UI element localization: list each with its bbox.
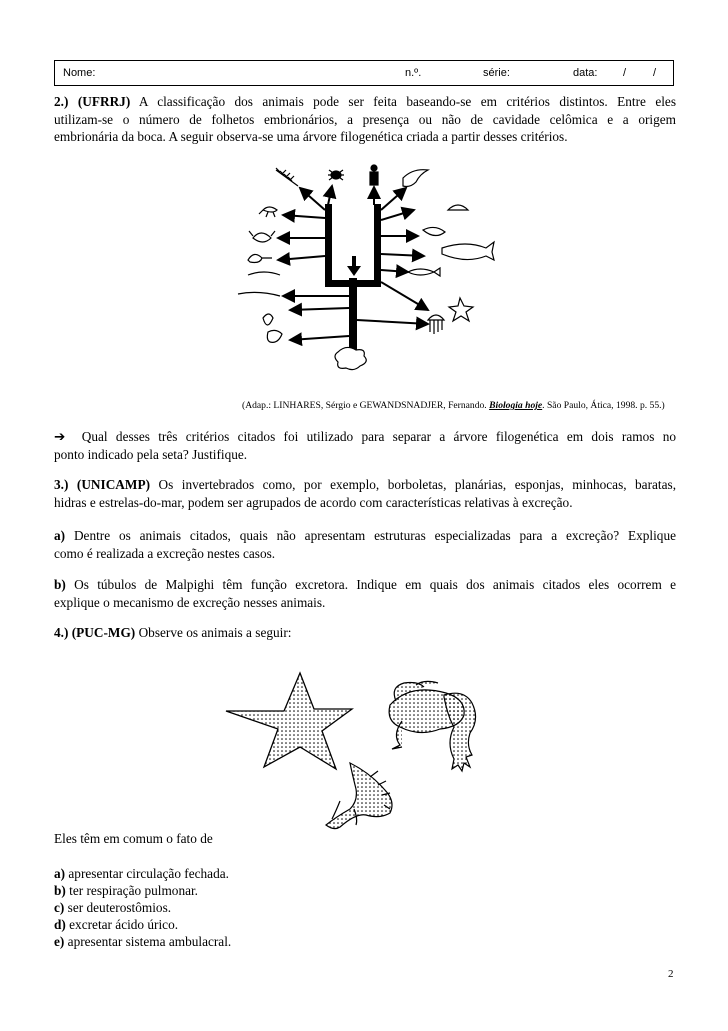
question-number: 3.): [54, 477, 69, 492]
option-label: a): [54, 866, 66, 881]
caption-text: . São Paulo, Ática, 1998. p. 55.): [542, 400, 665, 411]
option-text: apresentar circulação fechada.: [68, 866, 229, 881]
option-label: c): [54, 900, 65, 915]
question-number: 2.): [54, 94, 69, 109]
question-source: (UFRRJ): [77, 94, 131, 109]
phylogenetic-tree-figure: [228, 160, 498, 380]
text-line: embrionária da boca. A seguir observa-se uma árvore filogenética criada a partir desses critérios.: [54, 129, 568, 144]
text-line: utilizam-se o número de folhetos embrionários, a presença ou não de cavidade celômica e a origem: [54, 111, 676, 127]
date-slash: /: [623, 67, 627, 79]
text-line: A classificação dos animais pode ser feita baseando-se em critérios distintos. Entre eles: [138, 94, 676, 109]
question-number: 4.): [54, 625, 69, 640]
caption-book-title: Biologia hoje: [489, 400, 543, 411]
text-line: ponto indicado pela seta? Justifique.: [54, 446, 248, 462]
option-b: [54, 882, 198, 899]
caption-text: (Adap.: LINHARES, Sérgio e GEWANDSNADJER, Fernando.: [242, 400, 487, 411]
number-label: n.º.: [405, 67, 422, 79]
option-text: excretar ácido úrico.: [69, 917, 179, 932]
date-label: data:: [573, 67, 598, 79]
option-a: [54, 865, 229, 882]
grade-label: série:: [483, 67, 510, 79]
question-2-prompt: [54, 428, 676, 463]
question-3a: [54, 527, 676, 562]
option-label: d): [54, 917, 66, 932]
page-number: 2: [668, 968, 674, 980]
crocodile-illustration: [326, 763, 392, 829]
option-c: [54, 899, 171, 916]
figure-caption: [242, 400, 665, 411]
student-info-header: [54, 60, 674, 86]
item-label: a): [54, 528, 66, 543]
animals-figure: [220, 665, 520, 835]
option-text: ter respiração pulmonar.: [69, 883, 199, 898]
question-source: (PUC-MG): [71, 625, 136, 640]
question-3-statement: [54, 476, 676, 511]
option-e: [54, 933, 231, 950]
question-source: (UNICAMP): [76, 477, 151, 492]
text-line: Dentre os animais citados, quais não apresentam estruturas especializadas para a excreção? Explique: [73, 528, 676, 543]
option-label: b): [54, 883, 66, 898]
name-label: Nome:: [63, 67, 96, 79]
question-2-statement: [54, 93, 676, 146]
date-slash: /: [653, 67, 657, 79]
animal-icons: [238, 165, 494, 370]
arrow-icon: ➔: [54, 429, 66, 444]
starfish-illustration: [226, 673, 352, 769]
option-label: e): [54, 934, 65, 949]
question-3b: [54, 576, 676, 611]
text-line: como é realizada a excreção nestes casos.: [54, 545, 276, 561]
text-line: explique o mecanismo de excreção nesses animais.: [54, 594, 326, 610]
option-d: [54, 916, 178, 933]
question-4-statement: [54, 624, 676, 642]
frog-illustration: [389, 681, 475, 771]
option-text: ser deuterostômios.: [67, 900, 172, 915]
text-line: Os túbulos de Malpighi têm função excretora. Indique em quais dos animais citados eles ocorrem e: [74, 577, 676, 592]
option-text: apresentar sistema ambulacral.: [67, 934, 232, 949]
question-4-stem: Eles têm em comum o fato de: [54, 831, 213, 846]
item-label: b): [54, 577, 66, 592]
text-line: hidras e estrelas-do-mar, podem ser agrupados de acordo com características relativas à excreção.: [54, 494, 573, 510]
text-line: Observe os animais a seguir:: [138, 625, 292, 640]
text-line: Os invertebrados como, por exemplo, borboletas, planárias, esponjas, minhocas, baratas,: [158, 477, 677, 492]
text-line: Qual desses três critérios citados foi utilizado para separar a árvore filogenética em dois ramos no: [81, 429, 676, 444]
